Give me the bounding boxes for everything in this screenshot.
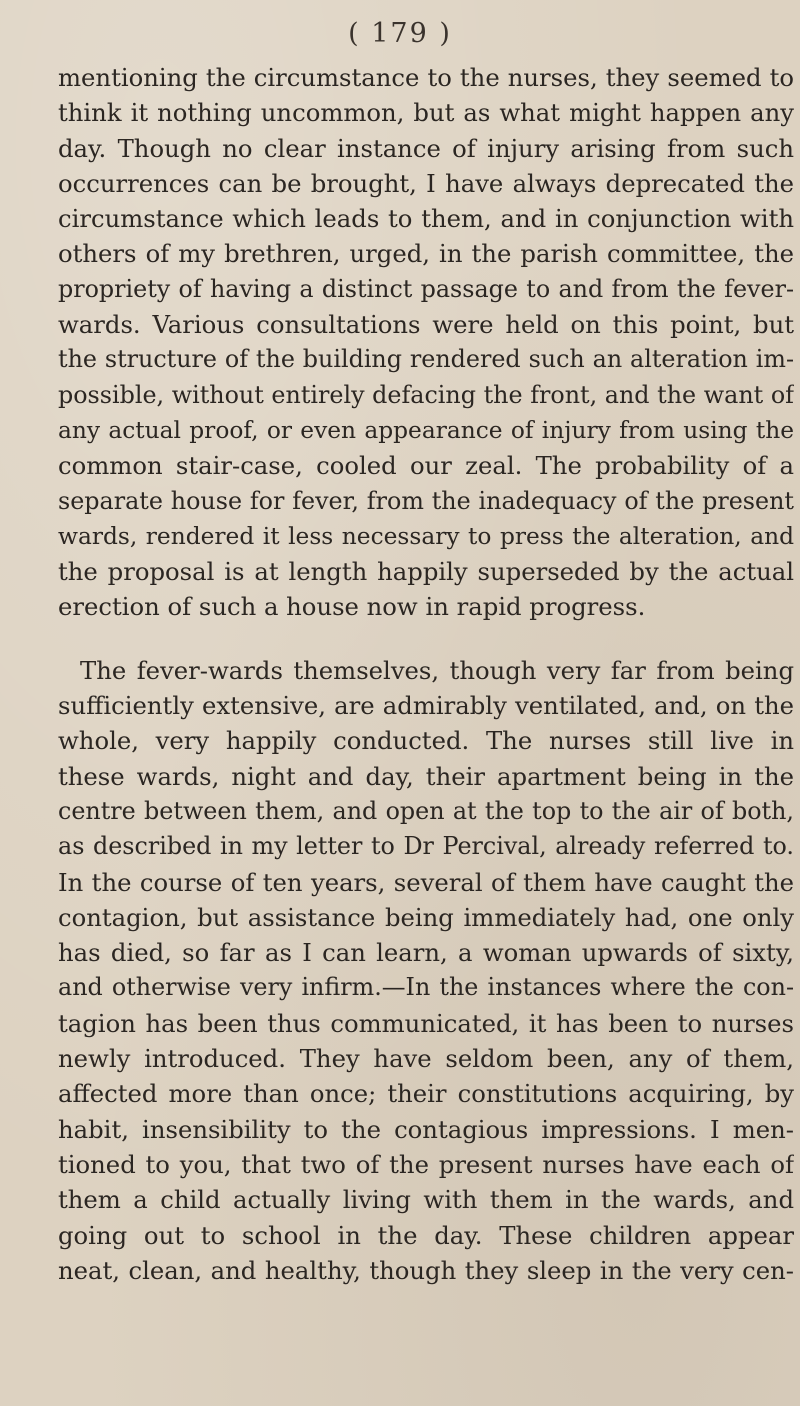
text-line: The fever-wards themselves, though very far from being [80,655,794,685]
text-line: affected more than once; their constitutions acquiring, by [58,1079,794,1109]
paragraph-2 [58,653,794,1288]
text-line: centre between them, and open at the top to the air of both, [58,796,794,825]
text-line: wards. Various consultations were held on this point, but [58,310,794,340]
text-line: contagion, but assistance being immediately had, one only [58,902,794,932]
paragraph-spacer [58,625,794,653]
text-line: possible, without entirely defacing the front, and the want of [58,380,794,409]
text-line: habit, insensibility to the contagious impressions. I men- [58,1114,794,1144]
text-line: common stair-case, cooled our zeal. The probability of a [58,451,794,481]
text-line: mentioning the circumstance to the nurses, they seemed to [58,63,794,92]
text-line: In the course of ten years, several of them have caught the [58,867,794,897]
text-line: whole, very happily conducted. The nurses still live in [58,726,794,756]
text-line: newly introduced. They have seldom been, any of them, [58,1044,794,1074]
text-line: going out to school in the day. These children appear [58,1220,794,1250]
text-line: propriety of having a distinct passage to and from the fever- [58,274,794,303]
text-line: erection of such a house now in rapid progress. [58,592,646,622]
text-line: others of my brethren, urged, in the parish committee, the [58,239,794,269]
page-number: ( 179 ) [348,18,452,49]
text-line: tagion has been thus communicated, it has been to nurses [58,1008,794,1038]
paragraph-1 [58,60,794,625]
text-line: these wards, night and day, their apartment being in the [58,761,794,791]
text-line: sufficiently extensive, are admirably ventilated, and, on the [58,691,794,721]
text-line: separate house for fever, from the inadequacy of the present [58,486,794,515]
text-line: day. Though no clear instance of injury arising from such [58,133,794,163]
text-line: think it nothing uncommon, but as what might happen any [58,98,794,128]
text-line: neat, clean, and healthy, though they sleep in the very cen- [58,1255,794,1285]
text-line: them a child actually living with them in the wards, and [58,1185,794,1215]
text-line: has died, so far as I can learn, a woman upwards of sixty, [58,938,794,968]
text-line: any actual proof, or even appearance of injury from using the [58,416,794,444]
text-line: the structure of the building rendered such an alteration im- [58,345,794,374]
text-line: tioned to you, that two of the present nurses have each of [58,1149,794,1179]
text-line: circumstance which leads to them, and in conjunction with [58,204,794,234]
text-line: the proposal is at length happily superseded by the actual [58,557,794,587]
text-line: and otherwise very infirm.—In the instances where the con- [58,973,794,1002]
body-text [58,60,794,1288]
text-line: as described in my letter to Dr Percival, already referred to. [58,832,794,861]
text-line: wards, rendered it less necessary to press the alteration, and [58,522,794,550]
text-line: occurrences can be brought, I have always deprecated the [58,168,794,198]
